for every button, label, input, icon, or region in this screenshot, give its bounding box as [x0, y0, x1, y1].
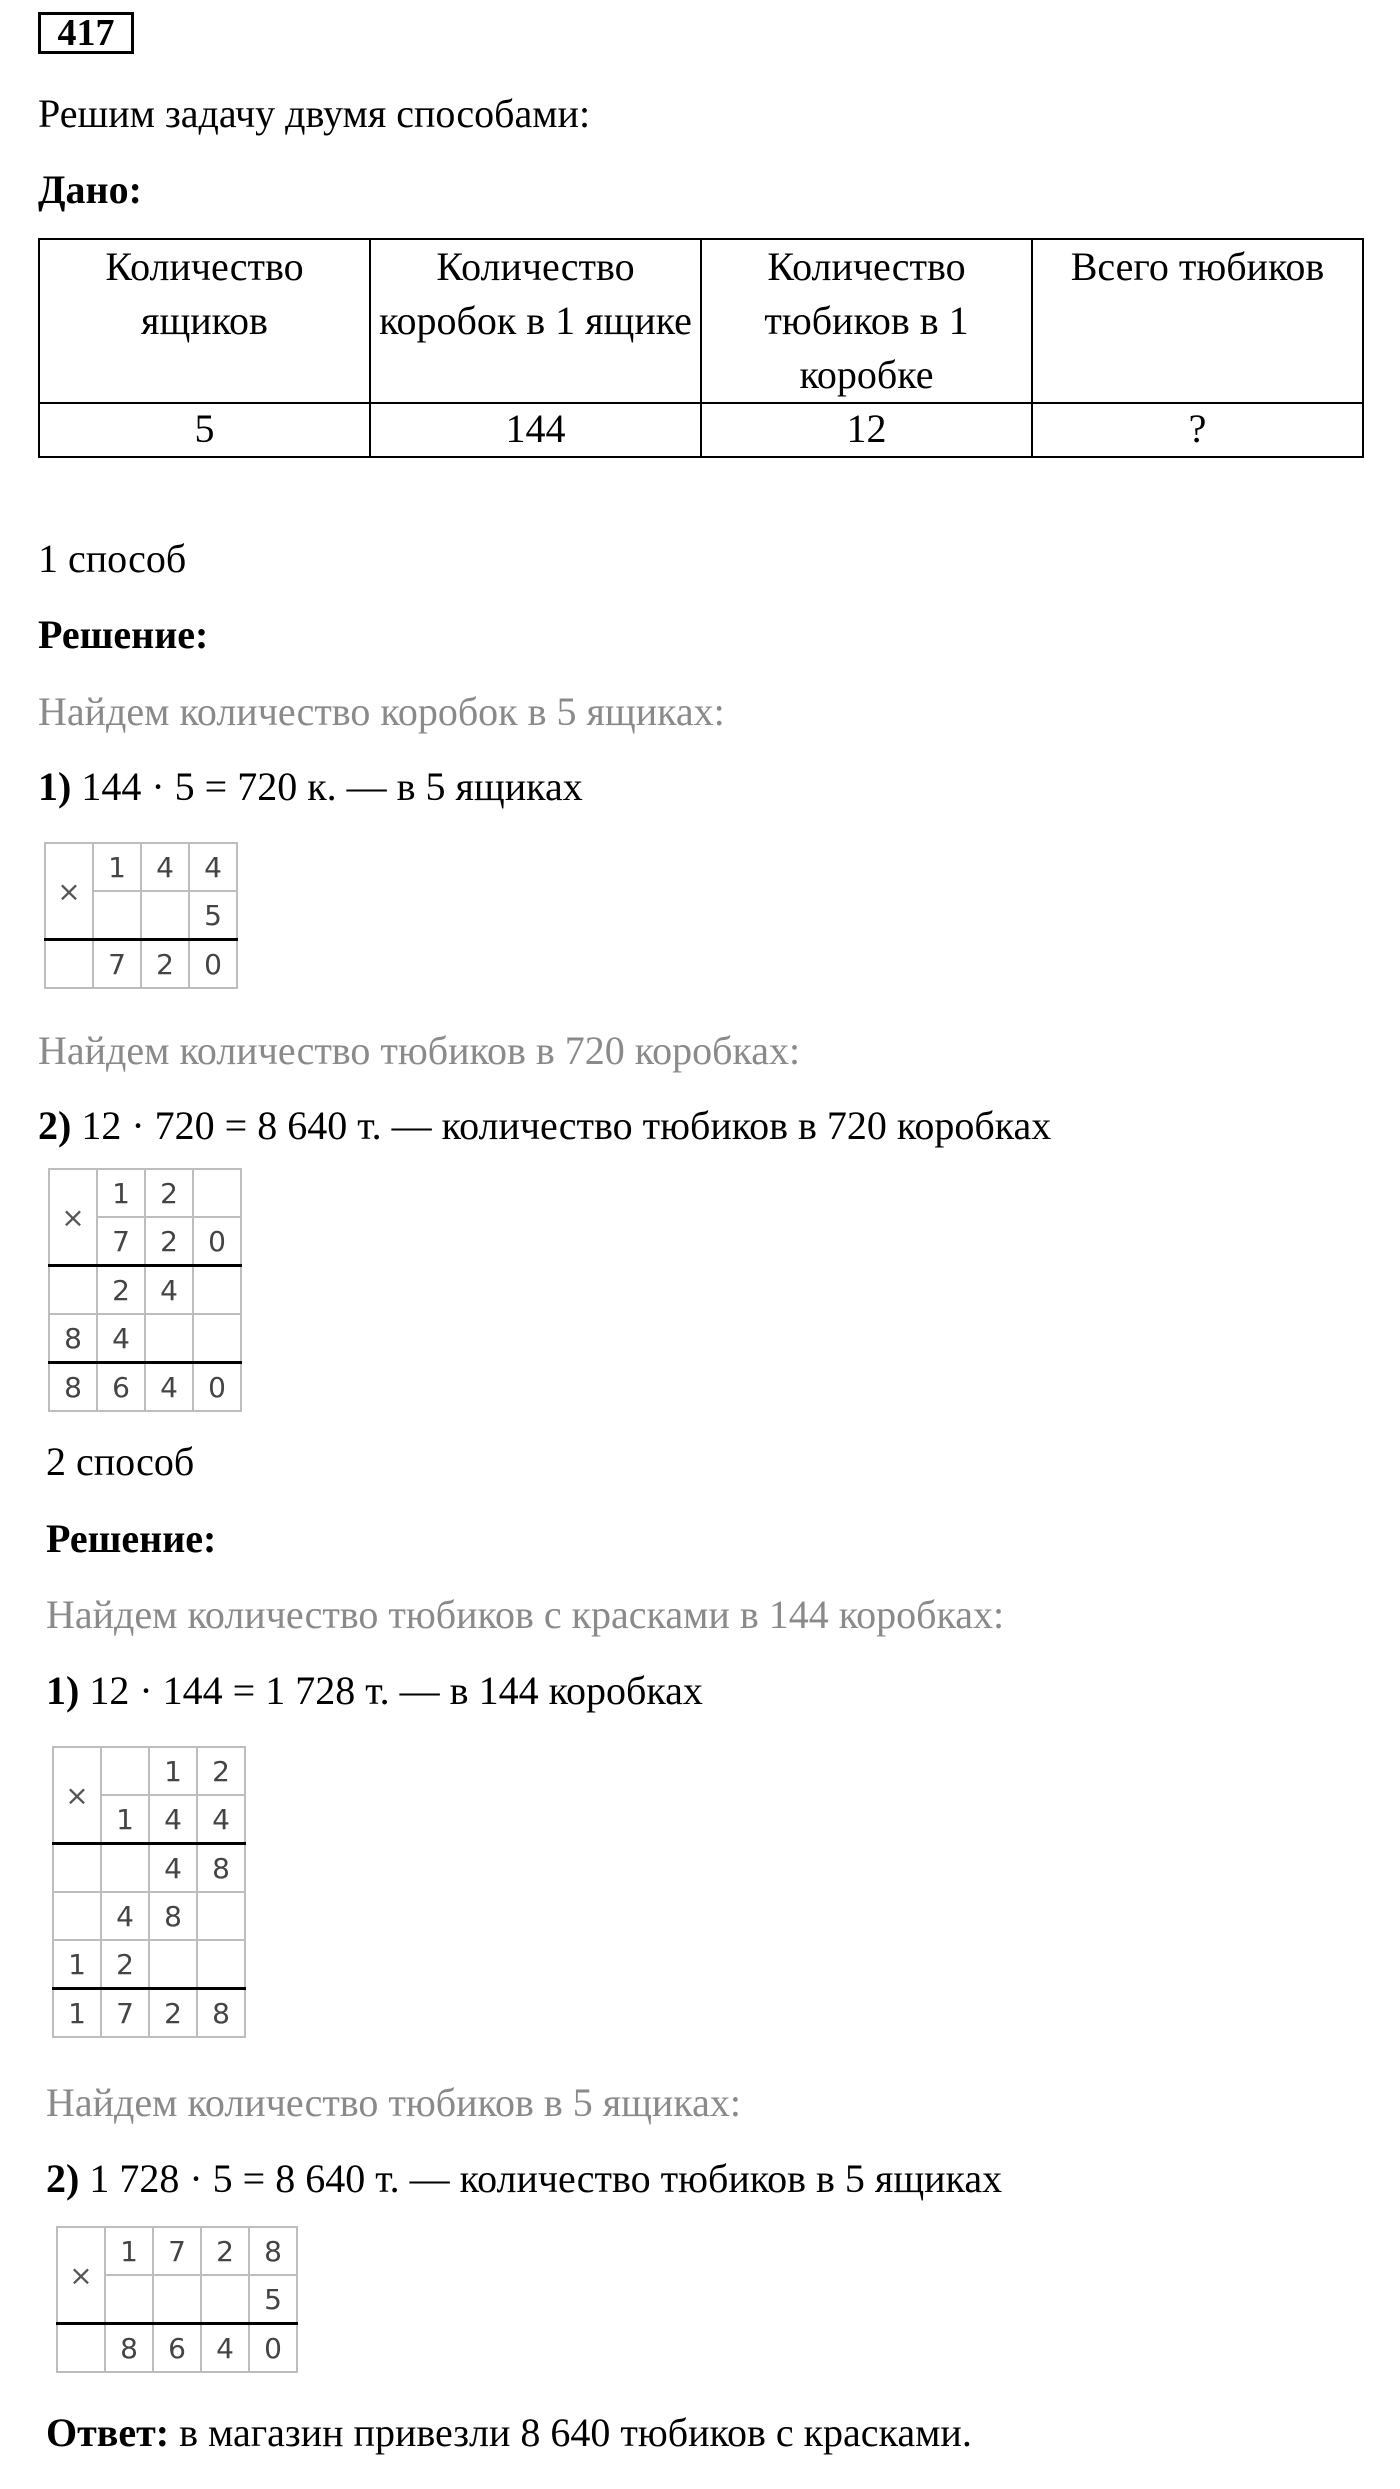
grid-cell: 2 [141, 940, 189, 989]
header-boxes-per-crate: Количество коробок в 1 ящике [370, 239, 701, 403]
step-number: 1) [38, 764, 72, 809]
grid-cell [201, 2275, 249, 2324]
grid-cell: 5 [189, 891, 237, 940]
grid-cell: 8 [249, 2227, 297, 2275]
grid-cell [193, 1314, 241, 1363]
grid-cell: 2 [145, 1217, 193, 1266]
grid-cell [101, 1844, 149, 1893]
grid-cell: 8 [197, 1844, 245, 1893]
grid-cell: 0 [249, 2324, 297, 2373]
grid-cell: 2 [149, 1989, 197, 2038]
grid-cell: 1 [53, 1940, 101, 1989]
grid-cell: 1 [105, 2227, 153, 2275]
grid-cell: 8 [197, 1989, 245, 2038]
method1-title: 1 способ [38, 536, 187, 581]
grid-cell: 8 [149, 1892, 197, 1940]
multiply-sign: × [53, 1747, 101, 1844]
step-number: 2) [46, 2156, 80, 2201]
method2-title: 2 способ [46, 1439, 195, 1484]
grid-cell: 7 [97, 1217, 145, 1266]
step-expression: 12 · 144 = 1 728 т. — в 144 коробках [79, 1668, 703, 1713]
value-boxes: 144 [370, 403, 701, 457]
grid-cell: 1 [101, 1795, 149, 1844]
grid-cell: 4 [201, 2324, 249, 2373]
grid-cell [149, 1940, 197, 1989]
grid-cell: 2 [101, 1940, 149, 1989]
grid-cell: 1 [149, 1747, 197, 1795]
method2-solution-heading: Решение: [46, 1516, 217, 1561]
grid-cell [101, 1747, 149, 1795]
grid-cell [53, 1892, 101, 1940]
header-boxes-count: Количество ящиков [39, 239, 370, 403]
given-table-header-row [39, 239, 1363, 403]
method2-step2-hint: Найдем количество тюбиков в 5 ящиках: [46, 2080, 742, 2125]
grid-cell [49, 1266, 97, 1315]
grid-cell [141, 891, 189, 940]
grid-cell: 8 [49, 1314, 97, 1363]
multiply-sign: × [57, 2227, 105, 2324]
task-number: 417 [38, 12, 134, 54]
grid-cell: 7 [153, 2227, 201, 2275]
grid-cell [197, 1892, 245, 1940]
grid-cell: 8 [49, 1363, 97, 1412]
value-crates: 5 [39, 403, 370, 457]
step-expression: 1 728 · 5 = 8 640 т. — количество тюбиков в 5 ящиках [79, 2156, 1003, 2201]
given-heading: Дано: [38, 167, 142, 212]
grid-cell [53, 1844, 101, 1893]
grid-cell [145, 1314, 193, 1363]
grid-cell: 7 [101, 1989, 149, 2038]
grid-cell: 0 [193, 1217, 241, 1266]
step-number: 1) [46, 1668, 80, 1713]
calc-grid-2 [48, 1168, 242, 1412]
step-expression: 144 · 5 = 720 к. — в 5 ящиках [71, 764, 583, 809]
grid-cell: 4 [145, 1363, 193, 1412]
method2-step1 [46, 1667, 703, 1715]
grid-cell [193, 1266, 241, 1315]
step-number: 2) [38, 1103, 72, 1148]
grid-cell: 0 [193, 1363, 241, 1412]
grid-cell: 4 [145, 1266, 193, 1315]
grid-cell: 4 [141, 843, 189, 891]
grid-cell [193, 1169, 241, 1217]
grid-cell: 4 [149, 1844, 197, 1893]
grid-cell: 1 [93, 843, 141, 891]
grid-cell: 1 [97, 1169, 145, 1217]
answer-line [46, 2409, 972, 2457]
given-table-values-row [39, 403, 1363, 457]
grid-cell: 1 [53, 1989, 101, 2038]
grid-cell: 4 [97, 1314, 145, 1363]
header-total-tubes: Всего тюбиков [1032, 239, 1363, 403]
intro-text: Решим задачу двумя способами: [38, 91, 591, 136]
grid-cell [93, 891, 141, 940]
answer-text: в магазин привезли 8 640 тюбиков с красками. [169, 2410, 972, 2455]
method1-step1 [38, 763, 583, 811]
method1-step1-hint: Найдем количество коробок в 5 ящиках: [38, 689, 725, 734]
multiply-sign: × [45, 843, 93, 940]
method2-step2 [46, 2155, 1002, 2203]
method1-solution-heading: Решение: [38, 612, 209, 657]
calc-grid-3 [52, 1746, 246, 2038]
grid-cell: 2 [201, 2227, 249, 2275]
calc-grid-4 [56, 2226, 298, 2373]
calc-grid-1 [44, 842, 238, 989]
grid-cell: 2 [197, 1747, 245, 1795]
grid-cell: 0 [189, 940, 237, 989]
header-tubes-per-box: Количество тюбиков в 1 коробке [701, 239, 1032, 403]
value-total: ? [1032, 403, 1363, 457]
grid-cell: 2 [145, 1169, 193, 1217]
method1-step2-hint: Найдем количество тюбиков в 720 коробках: [38, 1028, 801, 1073]
multiply-sign: × [49, 1169, 97, 1266]
value-tubes: 12 [701, 403, 1032, 457]
step-expression: 12 · 720 = 8 640 т. — количество тюбиков в 720 коробках [71, 1103, 1052, 1148]
grid-cell: 8 [105, 2324, 153, 2373]
grid-cell: 6 [97, 1363, 145, 1412]
given-table [38, 238, 1364, 458]
grid-cell: 4 [197, 1795, 245, 1844]
grid-cell: 4 [149, 1795, 197, 1844]
method2-step1-hint: Найдем количество тюбиков с красками в 144 коробках: [46, 1592, 1005, 1637]
grid-cell: 4 [101, 1892, 149, 1940]
grid-cell: 5 [249, 2275, 297, 2324]
grid-cell: 6 [153, 2324, 201, 2373]
grid-cell [57, 2324, 105, 2373]
grid-cell [45, 940, 93, 989]
grid-cell [153, 2275, 201, 2324]
grid-cell: 2 [97, 1266, 145, 1315]
answer-label: Ответ: [46, 2410, 170, 2455]
grid-cell: 7 [93, 940, 141, 989]
grid-cell [105, 2275, 153, 2324]
grid-cell: 4 [189, 843, 237, 891]
grid-cell [197, 1940, 245, 1989]
method1-step2 [38, 1102, 1051, 1150]
